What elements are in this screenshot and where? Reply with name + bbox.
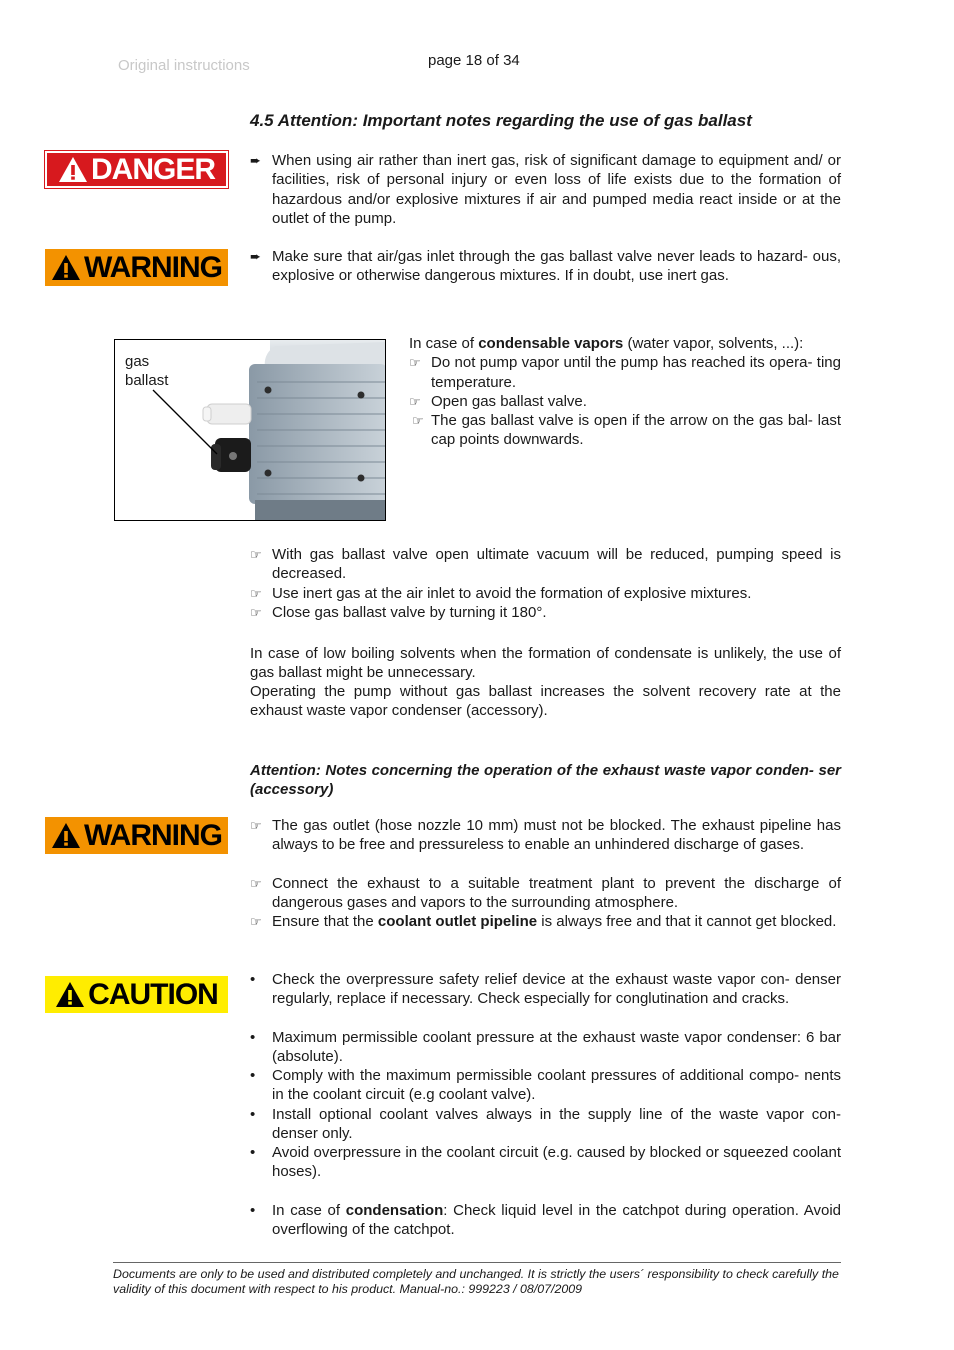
list-item xyxy=(409,353,841,392)
danger-note xyxy=(250,151,841,228)
warning-label-text: WARNING xyxy=(84,818,222,852)
danger-label xyxy=(45,151,228,188)
warning-triangle-icon xyxy=(58,156,88,183)
coolant-outlet-pipeline-bold: coolant outlet pipeline xyxy=(377,913,538,930)
condensable-intro-bold: condensable vapors xyxy=(478,335,624,352)
list-item xyxy=(250,545,841,584)
warning-item-text xyxy=(272,912,841,931)
arrow-icon: ➨ xyxy=(250,153,261,168)
warning-label xyxy=(45,249,228,286)
condensable-intro-pre: In case of xyxy=(409,335,479,352)
warning-item-post: is always free and that it cannot get blocked. xyxy=(537,913,837,930)
attention-heading: Attention: Notes concerning the operation of the exhaust waste vapor conden- ser (accessory) xyxy=(250,762,841,799)
list-item xyxy=(250,1143,841,1182)
warning-item-pre: Ensure that the xyxy=(272,913,378,930)
list-item xyxy=(250,874,841,913)
bullet-icon: • xyxy=(250,1144,256,1161)
hand-pointer-icon: ☞ xyxy=(409,355,421,371)
list-item xyxy=(250,1028,841,1067)
note-text: With gas ballast valve open ultimate vacuum will be reduced, pumping speed is decreased. xyxy=(272,546,841,583)
danger-label-text: DANGER xyxy=(90,152,215,186)
caution-item-text: Check the overpressure safety relief device at the exhaust waste vapor con- denser regularly, replace if necessary. Check especially for conglutination and cracks. xyxy=(272,971,841,1008)
list-item xyxy=(409,411,841,450)
note-text: Use inert gas at the air inlet to avoid the formation of explosive mixtures. xyxy=(272,585,752,602)
list-item xyxy=(250,584,841,603)
warning-note-text: Make sure that air/gas inlet through the gas ballast valve never leads to hazard- ous, explosive or otherwise dangerous mixtures. If in doubt, use inert gas. xyxy=(272,248,841,285)
header-document-type: Original instructions xyxy=(118,57,250,74)
list-item xyxy=(250,816,841,855)
bullet-icon: • xyxy=(250,1106,256,1123)
gas-ballast-figure xyxy=(114,339,386,521)
list-item xyxy=(409,392,841,411)
condensation-bold: condensation xyxy=(345,1202,444,1219)
paragraph-low-boiling: In case of low boiling solvents when the formation of condensate is unlikely, the use of gas ballast might be unnecessary. xyxy=(250,645,841,682)
bullet-icon: • xyxy=(250,1067,256,1084)
list-item xyxy=(250,1201,841,1240)
bullet-icon: • xyxy=(250,1202,256,1219)
note-text: Close gas ballast valve by turning it 180°. xyxy=(272,604,547,621)
hand-pointer-icon: ☞ xyxy=(412,413,424,429)
caution-item-text: Comply with the maximum permissible coolant pressures of additional compo- nents in the coolant circuit (e.g coolant valve). xyxy=(272,1067,841,1104)
figure-label-line2: ballast xyxy=(125,372,169,389)
hand-pointer-icon: ☞ xyxy=(250,547,262,562)
hand-pointer-icon: ☞ xyxy=(409,393,421,409)
condensation-pre: In case of xyxy=(272,1202,346,1219)
hand-pointer-icon: ☞ xyxy=(250,818,262,833)
condensable-item-text: Open gas ballast valve. xyxy=(431,392,587,410)
hand-pointer-icon: ☞ xyxy=(250,605,262,620)
condensation-post: : Check liquid level in the catchpot during operation. Avoid overflowing of the catchpot. xyxy=(272,1202,841,1239)
caution-item-text: Maximum permissible coolant pressure at the exhaust waste vapor condenser: 6 bar (absolute). xyxy=(272,1029,841,1066)
list-item xyxy=(250,912,841,931)
caution-label xyxy=(45,976,228,1013)
condensable-intro-post: (water vapor, solvents, ...): xyxy=(623,335,804,352)
condensable-block xyxy=(409,334,841,450)
condensable-item-text: Do not pump vapor until the pump has reached its opera- ting temperature. xyxy=(431,354,841,391)
bullet-icon: • xyxy=(250,1029,256,1046)
warning-triangle-icon xyxy=(51,254,81,281)
list-item xyxy=(250,1066,841,1105)
warning-note xyxy=(250,247,841,286)
hand-pointer-icon: ☞ xyxy=(250,914,262,929)
list-item xyxy=(250,970,841,1009)
footer-divider xyxy=(113,1262,841,1263)
figure-label-line1: gas xyxy=(125,353,150,370)
danger-note-text: When using air rather than inert gas, risk of significant damage to equipment and/ or facilities, risk of personal injury or even loss of life exists due to the formation of hazardous and/or explosive mixtures if air and pumped media react inside or at the outlet of the pump. xyxy=(272,152,841,227)
list-item xyxy=(250,1105,841,1144)
page-number: page 18 of 34 xyxy=(428,52,520,69)
bullet-icon: • xyxy=(250,971,256,988)
section-title: 4.5 Attention: Important notes regarding the use of gas ballast xyxy=(250,111,752,130)
warning-triangle-icon xyxy=(51,822,81,849)
condensable-item-text: The gas ballast valve is open if the arrow on the gas bal- last cap points downwards. xyxy=(431,412,841,449)
condensable-intro xyxy=(409,334,841,353)
condensation-item-text xyxy=(272,1201,841,1240)
warning-label-text: WARNING xyxy=(84,250,222,284)
warning-item-text: The gas outlet (hose nozzle 10 mm) must not be blocked. The exhaust pipeline has always to be free and pressureless to enable an unhindered discharge of gases. xyxy=(272,817,841,854)
hand-pointer-icon: ☞ xyxy=(250,876,262,891)
warning-item-text: Connect the exhaust to a suitable treatment plant to prevent the discharge of dangerous gases and vapors to the surrounding atmosphere. xyxy=(272,875,841,912)
footer-disclaimer: Documents are only to be used and distributed completely and unchanged. It is strictly the users´ responsibility to check carefully the validity of this document with respect to his product. Manual-no.: 999223 / 08/07/2009 xyxy=(113,1267,839,1296)
paragraph-recovery-rate: Operating the pump without gas ballast increases the solvent recovery rate at the exhaust waste vapor condenser (accessory). xyxy=(250,683,841,720)
arrow-icon: ➨ xyxy=(250,249,261,264)
caution-item-text: Avoid overpressure in the coolant circuit (e.g. caused by blocked or squeezed coolant hoses). xyxy=(272,1144,841,1181)
figure-label xyxy=(125,352,168,390)
list-item xyxy=(250,603,841,622)
warning-label xyxy=(45,817,228,854)
warning-triangle-icon xyxy=(55,981,85,1008)
caution-label-text: CAUTION xyxy=(88,977,218,1011)
hand-pointer-icon: ☞ xyxy=(250,586,262,601)
caution-item-text: Install optional coolant valves always in the supply line of the waste vapor con- denser only. xyxy=(272,1106,841,1143)
